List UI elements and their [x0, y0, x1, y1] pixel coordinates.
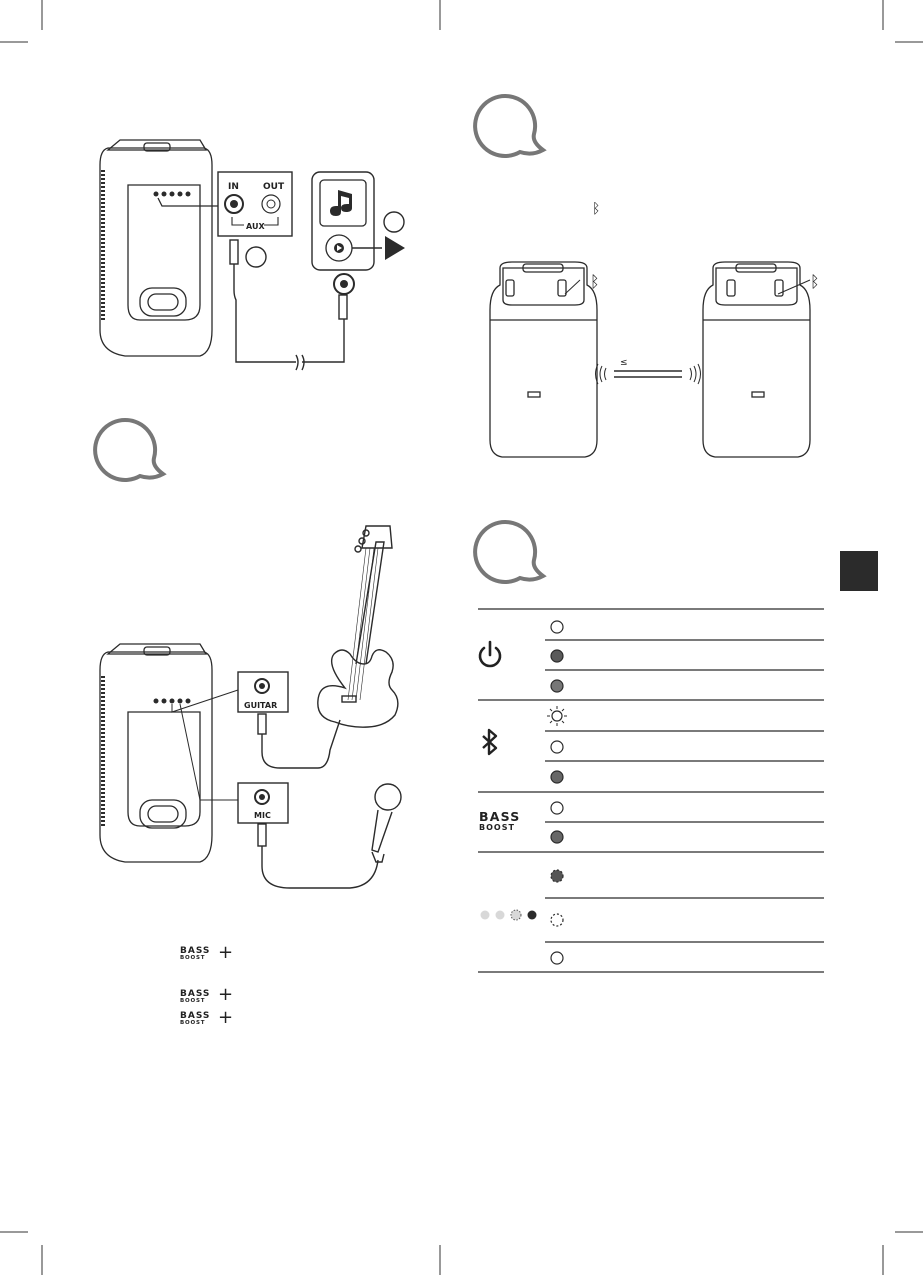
power-icon [480, 642, 500, 666]
aux-out-label: OUT [263, 182, 285, 192]
bluetooth-icon: ᛒ [810, 272, 820, 291]
led-pulse-icon [551, 870, 563, 882]
bassboost-label: BASS BOOST [180, 989, 211, 1004]
bassboost-label: BASS BOOST [180, 946, 211, 961]
bassboost-label: BASS BOOST [180, 1011, 211, 1026]
led-on-icon [551, 650, 563, 662]
led-off-icon [551, 952, 563, 964]
bluetooth-icon: ᛒ [590, 272, 600, 291]
plus-icon: + [218, 942, 234, 963]
aux-label: AUX [246, 222, 265, 231]
bluetooth-icon [483, 730, 496, 754]
guitar-jack-label: GUITAR [244, 701, 278, 710]
light-sequence-icon [481, 910, 537, 920]
led-off-icon [551, 741, 563, 753]
led-pulse-icon [551, 914, 563, 926]
plus-icon: + [218, 1007, 234, 1028]
led-on-icon [551, 680, 563, 692]
led-flash-icon [552, 711, 562, 721]
led-off-icon [551, 621, 563, 633]
bluetooth-icon: ᛒ [592, 201, 601, 217]
led-on-icon [551, 771, 563, 783]
side-tab [840, 551, 878, 591]
bassboost-label: BASS BOOST [479, 809, 521, 832]
led-on-icon [551, 831, 563, 843]
aux-in-label: IN [228, 182, 239, 192]
mic-jack-label: MIC [254, 811, 271, 820]
plus-icon: + [218, 984, 234, 1005]
svg-text:≤: ≤ [620, 358, 628, 368]
led-off-icon [551, 802, 563, 814]
